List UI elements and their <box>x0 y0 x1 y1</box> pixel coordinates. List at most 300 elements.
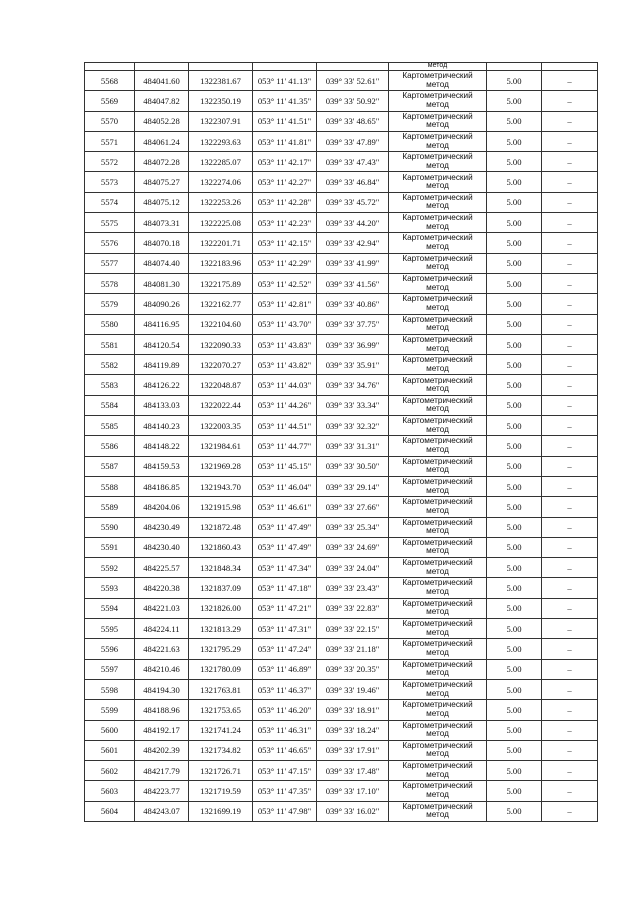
extra-value: – <box>542 233 598 253</box>
extra-value: – <box>542 213 598 233</box>
longitude: 039° 33' 17.91" <box>317 740 389 760</box>
method-cell <box>389 91 487 111</box>
longitude: 039° 33' 34.76" <box>317 375 389 395</box>
y-coordinate: 1321984.61 <box>189 436 253 456</box>
latitude: 053° 11' 47.24" <box>253 639 317 659</box>
y-coordinate: 1322048.87 <box>189 375 253 395</box>
y-coordinate: 1321943.70 <box>189 476 253 496</box>
longitude: 039° 33' 27.66" <box>317 497 389 517</box>
method-line-1: Картометрический <box>402 294 473 304</box>
extra-value: – <box>542 700 598 720</box>
method-line-2: метод <box>426 688 449 698</box>
point-number: 5601 <box>85 740 135 760</box>
y-coordinate: 1322175.89 <box>189 273 253 293</box>
accuracy: 5.00 <box>487 314 542 334</box>
continued-header-row <box>85 63 598 71</box>
extra-value: – <box>542 111 598 131</box>
method-line-1: Картометрический <box>402 761 473 771</box>
point-number: 5603 <box>85 781 135 801</box>
method-line-1: Картометрический <box>402 395 473 405</box>
latitude: 053° 11' 47.21" <box>253 598 317 618</box>
method-line-1: Картометрический <box>402 355 473 365</box>
method-cell <box>389 111 487 131</box>
latitude: 053° 11' 42.17" <box>253 152 317 172</box>
accuracy: 5.00 <box>487 233 542 253</box>
method-line-1: Картометрический <box>402 558 473 568</box>
accuracy: 5.00 <box>487 639 542 659</box>
latitude: 053° 11' 46.65" <box>253 740 317 760</box>
x-coordinate: 484140.23 <box>135 416 189 436</box>
x-coordinate: 484061.24 <box>135 131 189 151</box>
extra-value: – <box>542 334 598 354</box>
table-row <box>85 71 598 91</box>
x-coordinate: 484126.22 <box>135 375 189 395</box>
method-cell <box>389 801 487 821</box>
method-cell <box>389 395 487 415</box>
latitude: 053° 11' 47.49" <box>253 517 317 537</box>
y-coordinate: 1322350.19 <box>189 91 253 111</box>
point-number: 5598 <box>85 679 135 699</box>
table-row <box>85 700 598 720</box>
longitude: 039° 33' 41.99" <box>317 253 389 273</box>
method-line-2: метод <box>426 607 449 617</box>
y-coordinate: 1322293.63 <box>189 131 253 151</box>
method-cell <box>389 578 487 598</box>
point-number: 5577 <box>85 253 135 273</box>
x-coordinate: 484243.07 <box>135 801 189 821</box>
extra-value: – <box>542 355 598 375</box>
y-coordinate: 1322022.44 <box>189 395 253 415</box>
method-cell <box>389 273 487 293</box>
table-row <box>85 497 598 517</box>
latitude: 053° 11' 46.89" <box>253 659 317 679</box>
longitude: 039° 33' 47.89" <box>317 131 389 151</box>
y-coordinate: 1321719.59 <box>189 781 253 801</box>
point-number: 5570 <box>85 111 135 131</box>
accuracy: 5.00 <box>487 679 542 699</box>
method-line-2: метод <box>426 424 449 434</box>
extra-value: – <box>542 639 598 659</box>
latitude: 053° 11' 47.18" <box>253 578 317 598</box>
method-line-1: Картометрический <box>402 740 473 750</box>
table-row <box>85 152 598 172</box>
latitude: 053° 11' 44.77" <box>253 436 317 456</box>
method-line-2: метод <box>426 587 449 597</box>
table-row <box>85 131 598 151</box>
table-row <box>85 476 598 496</box>
method-cell <box>389 781 487 801</box>
method-line-2: метод <box>426 749 449 759</box>
x-coordinate: 484224.11 <box>135 619 189 639</box>
longitude: 039° 33' 46.84" <box>317 172 389 192</box>
y-coordinate: 1321734.82 <box>189 740 253 760</box>
extra-value: – <box>542 314 598 334</box>
method-line-1: Картометрический <box>402 416 473 426</box>
y-coordinate: 1321837.09 <box>189 578 253 598</box>
method-cell <box>389 456 487 476</box>
longitude: 039° 33' 42.94" <box>317 233 389 253</box>
x-coordinate: 484188.96 <box>135 700 189 720</box>
method-line-1: Картометрический <box>402 517 473 527</box>
latitude: 053° 11' 47.34" <box>253 558 317 578</box>
longitude: 039° 33' 24.69" <box>317 537 389 557</box>
extra-value: – <box>542 578 598 598</box>
table-cell <box>135 63 189 71</box>
point-number: 5586 <box>85 436 135 456</box>
latitude: 053° 11' 42.23" <box>253 213 317 233</box>
x-coordinate: 484081.30 <box>135 273 189 293</box>
accuracy: 5.00 <box>487 578 542 598</box>
method-line-1: Картометрический <box>402 152 473 162</box>
latitude: 053° 11' 41.35" <box>253 91 317 111</box>
latitude: 053° 11' 41.13" <box>253 71 317 91</box>
method-line-2: метод <box>426 729 449 739</box>
y-coordinate: 1322104.60 <box>189 314 253 334</box>
extra-value: – <box>542 679 598 699</box>
method-cell <box>389 375 487 395</box>
x-coordinate: 484148.22 <box>135 436 189 456</box>
accuracy: 5.00 <box>487 497 542 517</box>
method-cell <box>389 192 487 212</box>
longitude: 039° 33' 36.99" <box>317 334 389 354</box>
method-line-2: метод <box>426 769 449 779</box>
method-cell <box>389 619 487 639</box>
table-row <box>85 375 598 395</box>
longitude: 039° 33' 22.83" <box>317 598 389 618</box>
method-line-1: Картометрический <box>402 598 473 608</box>
accuracy: 5.00 <box>487 355 542 375</box>
method-line-2: метод <box>426 627 449 637</box>
y-coordinate: 1322285.07 <box>189 152 253 172</box>
point-number: 5580 <box>85 314 135 334</box>
method-line-2: метод <box>426 363 449 373</box>
point-number: 5590 <box>85 517 135 537</box>
x-coordinate: 484074.40 <box>135 253 189 273</box>
method-cell <box>389 253 487 273</box>
y-coordinate: 1321780.09 <box>189 659 253 679</box>
y-coordinate: 1321753.65 <box>189 700 253 720</box>
accuracy: 5.00 <box>487 152 542 172</box>
table-row <box>85 172 598 192</box>
x-coordinate: 484221.63 <box>135 639 189 659</box>
method-cell <box>389 598 487 618</box>
x-coordinate: 484221.03 <box>135 598 189 618</box>
longitude: 039° 33' 17.48" <box>317 761 389 781</box>
method-line-2: метод <box>426 485 449 495</box>
latitude: 053° 11' 46.61" <box>253 497 317 517</box>
method-cell <box>389 213 487 233</box>
accuracy: 5.00 <box>487 517 542 537</box>
accuracy: 5.00 <box>487 395 542 415</box>
y-coordinate: 1321795.29 <box>189 639 253 659</box>
extra-value: – <box>542 71 598 91</box>
point-number: 5582 <box>85 355 135 375</box>
method-line-1: Картометрический <box>402 71 473 81</box>
table-body <box>85 63 598 822</box>
table-row <box>85 619 598 639</box>
method-line-1: Картометрический <box>402 436 473 446</box>
table-row <box>85 233 598 253</box>
point-number: 5600 <box>85 720 135 740</box>
method-line-2: метод <box>426 546 449 556</box>
table-row <box>85 720 598 740</box>
method-line-1: Картометрический <box>402 619 473 629</box>
extra-value: – <box>542 720 598 740</box>
method-line-1: Картометрический <box>402 111 473 121</box>
table-row <box>85 578 598 598</box>
accuracy: 5.00 <box>487 619 542 639</box>
table-row <box>85 416 598 436</box>
latitude: 053° 11' 44.51" <box>253 416 317 436</box>
point-number: 5569 <box>85 91 135 111</box>
method-cell <box>389 294 487 314</box>
method-line-2: метод <box>426 810 449 820</box>
method-cell <box>389 233 487 253</box>
y-coordinate: 1321741.24 <box>189 720 253 740</box>
extra-value: – <box>542 395 598 415</box>
accuracy: 5.00 <box>487 375 542 395</box>
accuracy: 5.00 <box>487 781 542 801</box>
accuracy: 5.00 <box>487 131 542 151</box>
latitude: 053° 11' 47.49" <box>253 537 317 557</box>
method-line-2: метод <box>426 242 449 252</box>
longitude: 039° 33' 29.14" <box>317 476 389 496</box>
longitude: 039° 33' 33.34" <box>317 395 389 415</box>
extra-value: – <box>542 781 598 801</box>
latitude: 053° 11' 42.29" <box>253 253 317 273</box>
point-number: 5578 <box>85 273 135 293</box>
table-row <box>85 355 598 375</box>
method-line-2: метод <box>426 343 449 353</box>
x-coordinate: 484070.18 <box>135 233 189 253</box>
table-row <box>85 314 598 334</box>
x-coordinate: 484047.82 <box>135 91 189 111</box>
method-cell <box>389 152 487 172</box>
longitude: 039° 33' 21.18" <box>317 639 389 659</box>
accuracy: 5.00 <box>487 294 542 314</box>
method-line-2: метод <box>426 384 449 394</box>
y-coordinate: 1321915.98 <box>189 497 253 517</box>
point-number: 5591 <box>85 537 135 557</box>
x-coordinate: 484073.31 <box>135 213 189 233</box>
method-line-2: метод <box>426 668 449 678</box>
y-coordinate: 1322201.71 <box>189 233 253 253</box>
x-coordinate: 484223.77 <box>135 781 189 801</box>
x-coordinate: 484133.03 <box>135 395 189 415</box>
point-number: 5593 <box>85 578 135 598</box>
table-row <box>85 213 598 233</box>
method-line-1: Картометрический <box>402 578 473 588</box>
x-coordinate: 484116.95 <box>135 314 189 334</box>
extra-value: – <box>542 537 598 557</box>
x-coordinate: 484186.85 <box>135 476 189 496</box>
table-row <box>85 91 598 111</box>
extra-value: – <box>542 91 598 111</box>
point-number: 5571 <box>85 131 135 151</box>
x-coordinate: 484230.40 <box>135 537 189 557</box>
method-cell <box>389 476 487 496</box>
latitude: 053° 11' 44.03" <box>253 375 317 395</box>
longitude: 039° 33' 17.10" <box>317 781 389 801</box>
table-row <box>85 111 598 131</box>
extra-value: – <box>542 476 598 496</box>
longitude: 039° 33' 22.15" <box>317 619 389 639</box>
method-line-1: Картометрический <box>402 91 473 101</box>
longitude: 039° 33' 20.35" <box>317 659 389 679</box>
method-cell <box>389 639 487 659</box>
method-cell <box>389 436 487 456</box>
longitude: 039° 33' 47.43" <box>317 152 389 172</box>
method-line-2: метод <box>426 160 449 170</box>
method-line-1: Картометрический <box>402 679 473 689</box>
method-line-1: Картометрический <box>402 213 473 223</box>
x-coordinate: 484204.06 <box>135 497 189 517</box>
method-line-2: метод <box>426 181 449 191</box>
method-cell <box>389 416 487 436</box>
method-line-1: Картометрический <box>402 537 473 547</box>
x-coordinate: 484075.12 <box>135 192 189 212</box>
table-row <box>85 273 598 293</box>
table-cell <box>317 63 389 71</box>
accuracy: 5.00 <box>487 700 542 720</box>
accuracy: 5.00 <box>487 253 542 273</box>
extra-value: – <box>542 416 598 436</box>
method-cell <box>389 761 487 781</box>
method-line-1: Картометрический <box>402 476 473 486</box>
point-number: 5574 <box>85 192 135 212</box>
method-cell <box>389 659 487 679</box>
method-line-2: метод <box>426 221 449 231</box>
table-row <box>85 517 598 537</box>
point-number: 5597 <box>85 659 135 679</box>
point-number: 5576 <box>85 233 135 253</box>
y-coordinate: 1322274.06 <box>189 172 253 192</box>
method-line-2: метод <box>426 302 449 312</box>
method-cell <box>389 334 487 354</box>
table-row <box>85 395 598 415</box>
latitude: 053° 11' 47.15" <box>253 761 317 781</box>
longitude: 039° 33' 50.92" <box>317 91 389 111</box>
x-coordinate: 484194.30 <box>135 679 189 699</box>
method-line-1: Картометрический <box>402 781 473 791</box>
point-number: 5589 <box>85 497 135 517</box>
y-coordinate: 1322381.67 <box>189 71 253 91</box>
accuracy: 5.00 <box>487 273 542 293</box>
point-number: 5579 <box>85 294 135 314</box>
point-number: 5596 <box>85 639 135 659</box>
method-line-2: метод <box>426 790 449 800</box>
table-row <box>85 598 598 618</box>
table-row <box>85 639 598 659</box>
method-line-2: метод <box>426 526 449 536</box>
extra-value: – <box>542 294 598 314</box>
y-coordinate: 1321872.48 <box>189 517 253 537</box>
extra-value: – <box>542 740 598 760</box>
method-line-1: Картометрический <box>402 334 473 344</box>
longitude: 039° 33' 25.34" <box>317 517 389 537</box>
table-row <box>85 294 598 314</box>
y-coordinate: 1322253.26 <box>189 192 253 212</box>
longitude: 039° 33' 35.91" <box>317 355 389 375</box>
method-line-2: метод <box>426 708 449 718</box>
accuracy: 5.00 <box>487 334 542 354</box>
method-line-1: Картометрический <box>402 233 473 243</box>
extra-value: – <box>542 273 598 293</box>
y-coordinate: 1321763.81 <box>189 679 253 699</box>
extra-value: – <box>542 456 598 476</box>
method-cell <box>389 71 487 91</box>
extra-value: – <box>542 801 598 821</box>
point-number: 5594 <box>85 598 135 618</box>
table-cell <box>487 63 542 71</box>
method-line-1: Картометрический <box>402 497 473 507</box>
latitude: 053° 11' 46.04" <box>253 476 317 496</box>
x-coordinate: 484119.89 <box>135 355 189 375</box>
point-number: 5573 <box>85 172 135 192</box>
method-line-2: метод <box>426 79 449 89</box>
y-coordinate: 1321969.28 <box>189 456 253 476</box>
table-row <box>85 253 598 273</box>
table-row <box>85 558 598 578</box>
method-cell <box>389 497 487 517</box>
method-line-2: метод <box>426 201 449 211</box>
accuracy: 5.00 <box>487 558 542 578</box>
accuracy: 5.00 <box>487 71 542 91</box>
longitude: 039° 33' 48.65" <box>317 111 389 131</box>
extra-value: – <box>542 761 598 781</box>
table-cell <box>253 63 317 71</box>
extra-value: – <box>542 192 598 212</box>
accuracy: 5.00 <box>487 720 542 740</box>
point-number: 5581 <box>85 334 135 354</box>
y-coordinate: 1321813.29 <box>189 619 253 639</box>
table-cell <box>189 63 253 71</box>
y-coordinate: 1321860.43 <box>189 537 253 557</box>
method-line-2: метод <box>426 282 449 292</box>
method-line-2: метод <box>426 444 449 454</box>
table-cell <box>85 63 135 71</box>
latitude: 053° 11' 43.82" <box>253 355 317 375</box>
x-coordinate: 484210.46 <box>135 659 189 679</box>
table-row <box>85 679 598 699</box>
latitude: 053° 11' 42.28" <box>253 192 317 212</box>
method-line-1: Картометрический <box>402 172 473 182</box>
accuracy: 5.00 <box>487 476 542 496</box>
longitude: 039° 33' 41.56" <box>317 273 389 293</box>
extra-value: – <box>542 558 598 578</box>
method-line-1: Картометрический <box>402 456 473 466</box>
method-cell <box>389 700 487 720</box>
method-line-1: Картометрический <box>402 192 473 202</box>
method-line-2: метод <box>426 404 449 414</box>
x-coordinate: 484192.17 <box>135 720 189 740</box>
latitude: 053° 11' 43.83" <box>253 334 317 354</box>
latitude: 053° 11' 44.26" <box>253 395 317 415</box>
x-coordinate: 484041.60 <box>135 71 189 91</box>
accuracy: 5.00 <box>487 416 542 436</box>
longitude: 039° 33' 18.91" <box>317 700 389 720</box>
table-row <box>85 781 598 801</box>
method-fragment-text: метод <box>427 62 448 69</box>
latitude: 053° 11' 46.31" <box>253 720 317 740</box>
method-line-2: метод <box>426 99 449 109</box>
method-line-1: Картометрический <box>402 639 473 649</box>
accuracy: 5.00 <box>487 436 542 456</box>
extra-value: – <box>542 598 598 618</box>
accuracy: 5.00 <box>487 598 542 618</box>
point-number: 5587 <box>85 456 135 476</box>
extra-value: – <box>542 131 598 151</box>
